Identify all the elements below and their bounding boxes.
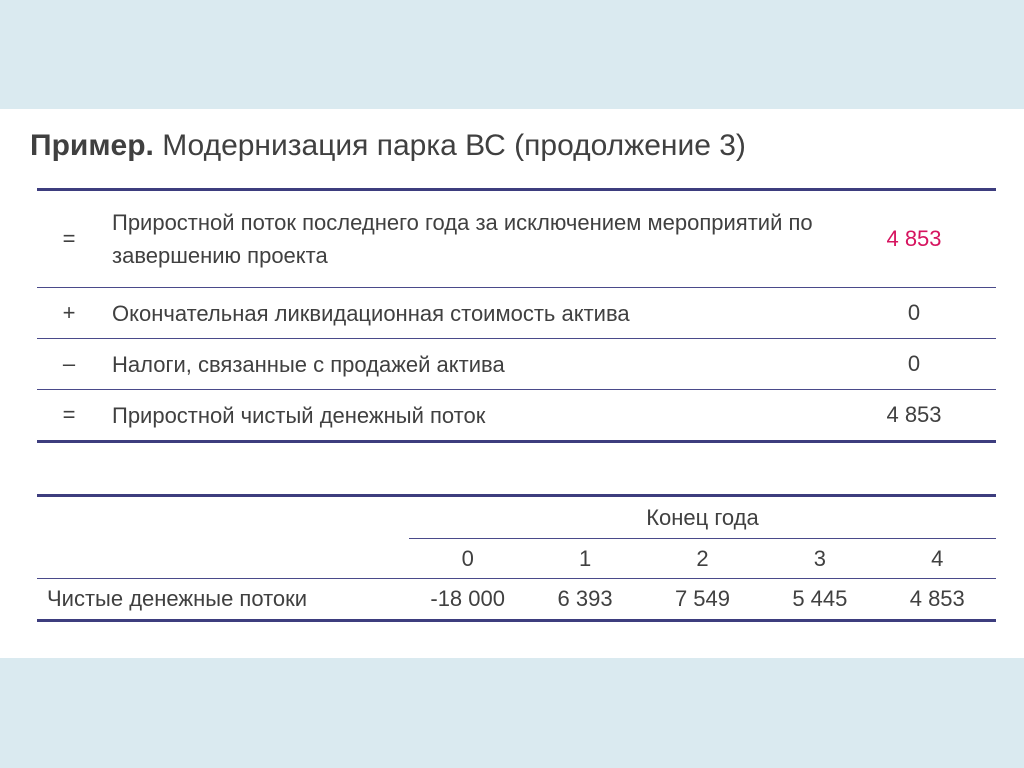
cashflow-value: 6 393 xyxy=(557,586,613,611)
bottom-band xyxy=(0,658,1024,768)
cashflow-value: 4 853 xyxy=(909,586,965,611)
table-row xyxy=(37,191,996,288)
row-description: Налоги, связанные с продажей актива xyxy=(112,351,505,377)
row-description: Окончательная ликвидационная стоимость актива xyxy=(112,300,630,326)
table-header-row xyxy=(37,497,996,539)
summary-table xyxy=(37,188,996,443)
title-rest: Модернизация парка ВС (продолжение 3) xyxy=(153,129,746,162)
year-header: 4 xyxy=(931,545,944,571)
year-header: 2 xyxy=(696,545,709,571)
table-row xyxy=(37,578,996,619)
row-value: 4 853 xyxy=(886,402,942,427)
year-header: 3 xyxy=(813,545,826,571)
row-description: Приростной чистый денежный поток xyxy=(112,402,486,428)
cashflow-table xyxy=(37,494,996,622)
table-row xyxy=(37,339,996,390)
table-header-row xyxy=(37,539,996,578)
operator-sign: = xyxy=(62,402,76,427)
operator-sign: + xyxy=(62,300,76,325)
row-description: Приростной поток последнего года за исключением мероприятий по завершению проекта xyxy=(112,210,813,268)
operator-sign: – xyxy=(62,351,76,376)
table-row xyxy=(37,390,996,440)
cashflow-value: -18 000 xyxy=(430,586,505,611)
top-band xyxy=(0,0,1024,109)
row-label: Чистые денежные потоки xyxy=(47,586,308,611)
cashflow-value: 5 445 xyxy=(792,586,848,611)
row-value: 0 xyxy=(907,300,921,325)
row-value: 4 853 xyxy=(886,226,942,251)
title-lead: Пример. xyxy=(30,129,154,162)
year-header: 0 xyxy=(461,545,474,571)
row-value: 0 xyxy=(907,351,921,376)
table-row xyxy=(37,288,996,339)
year-end-header: Конец года xyxy=(646,504,759,530)
page-title xyxy=(30,124,746,168)
year-header: 1 xyxy=(578,545,592,571)
operator-sign: = xyxy=(62,226,76,251)
cashflow-value: 7 549 xyxy=(674,586,730,611)
